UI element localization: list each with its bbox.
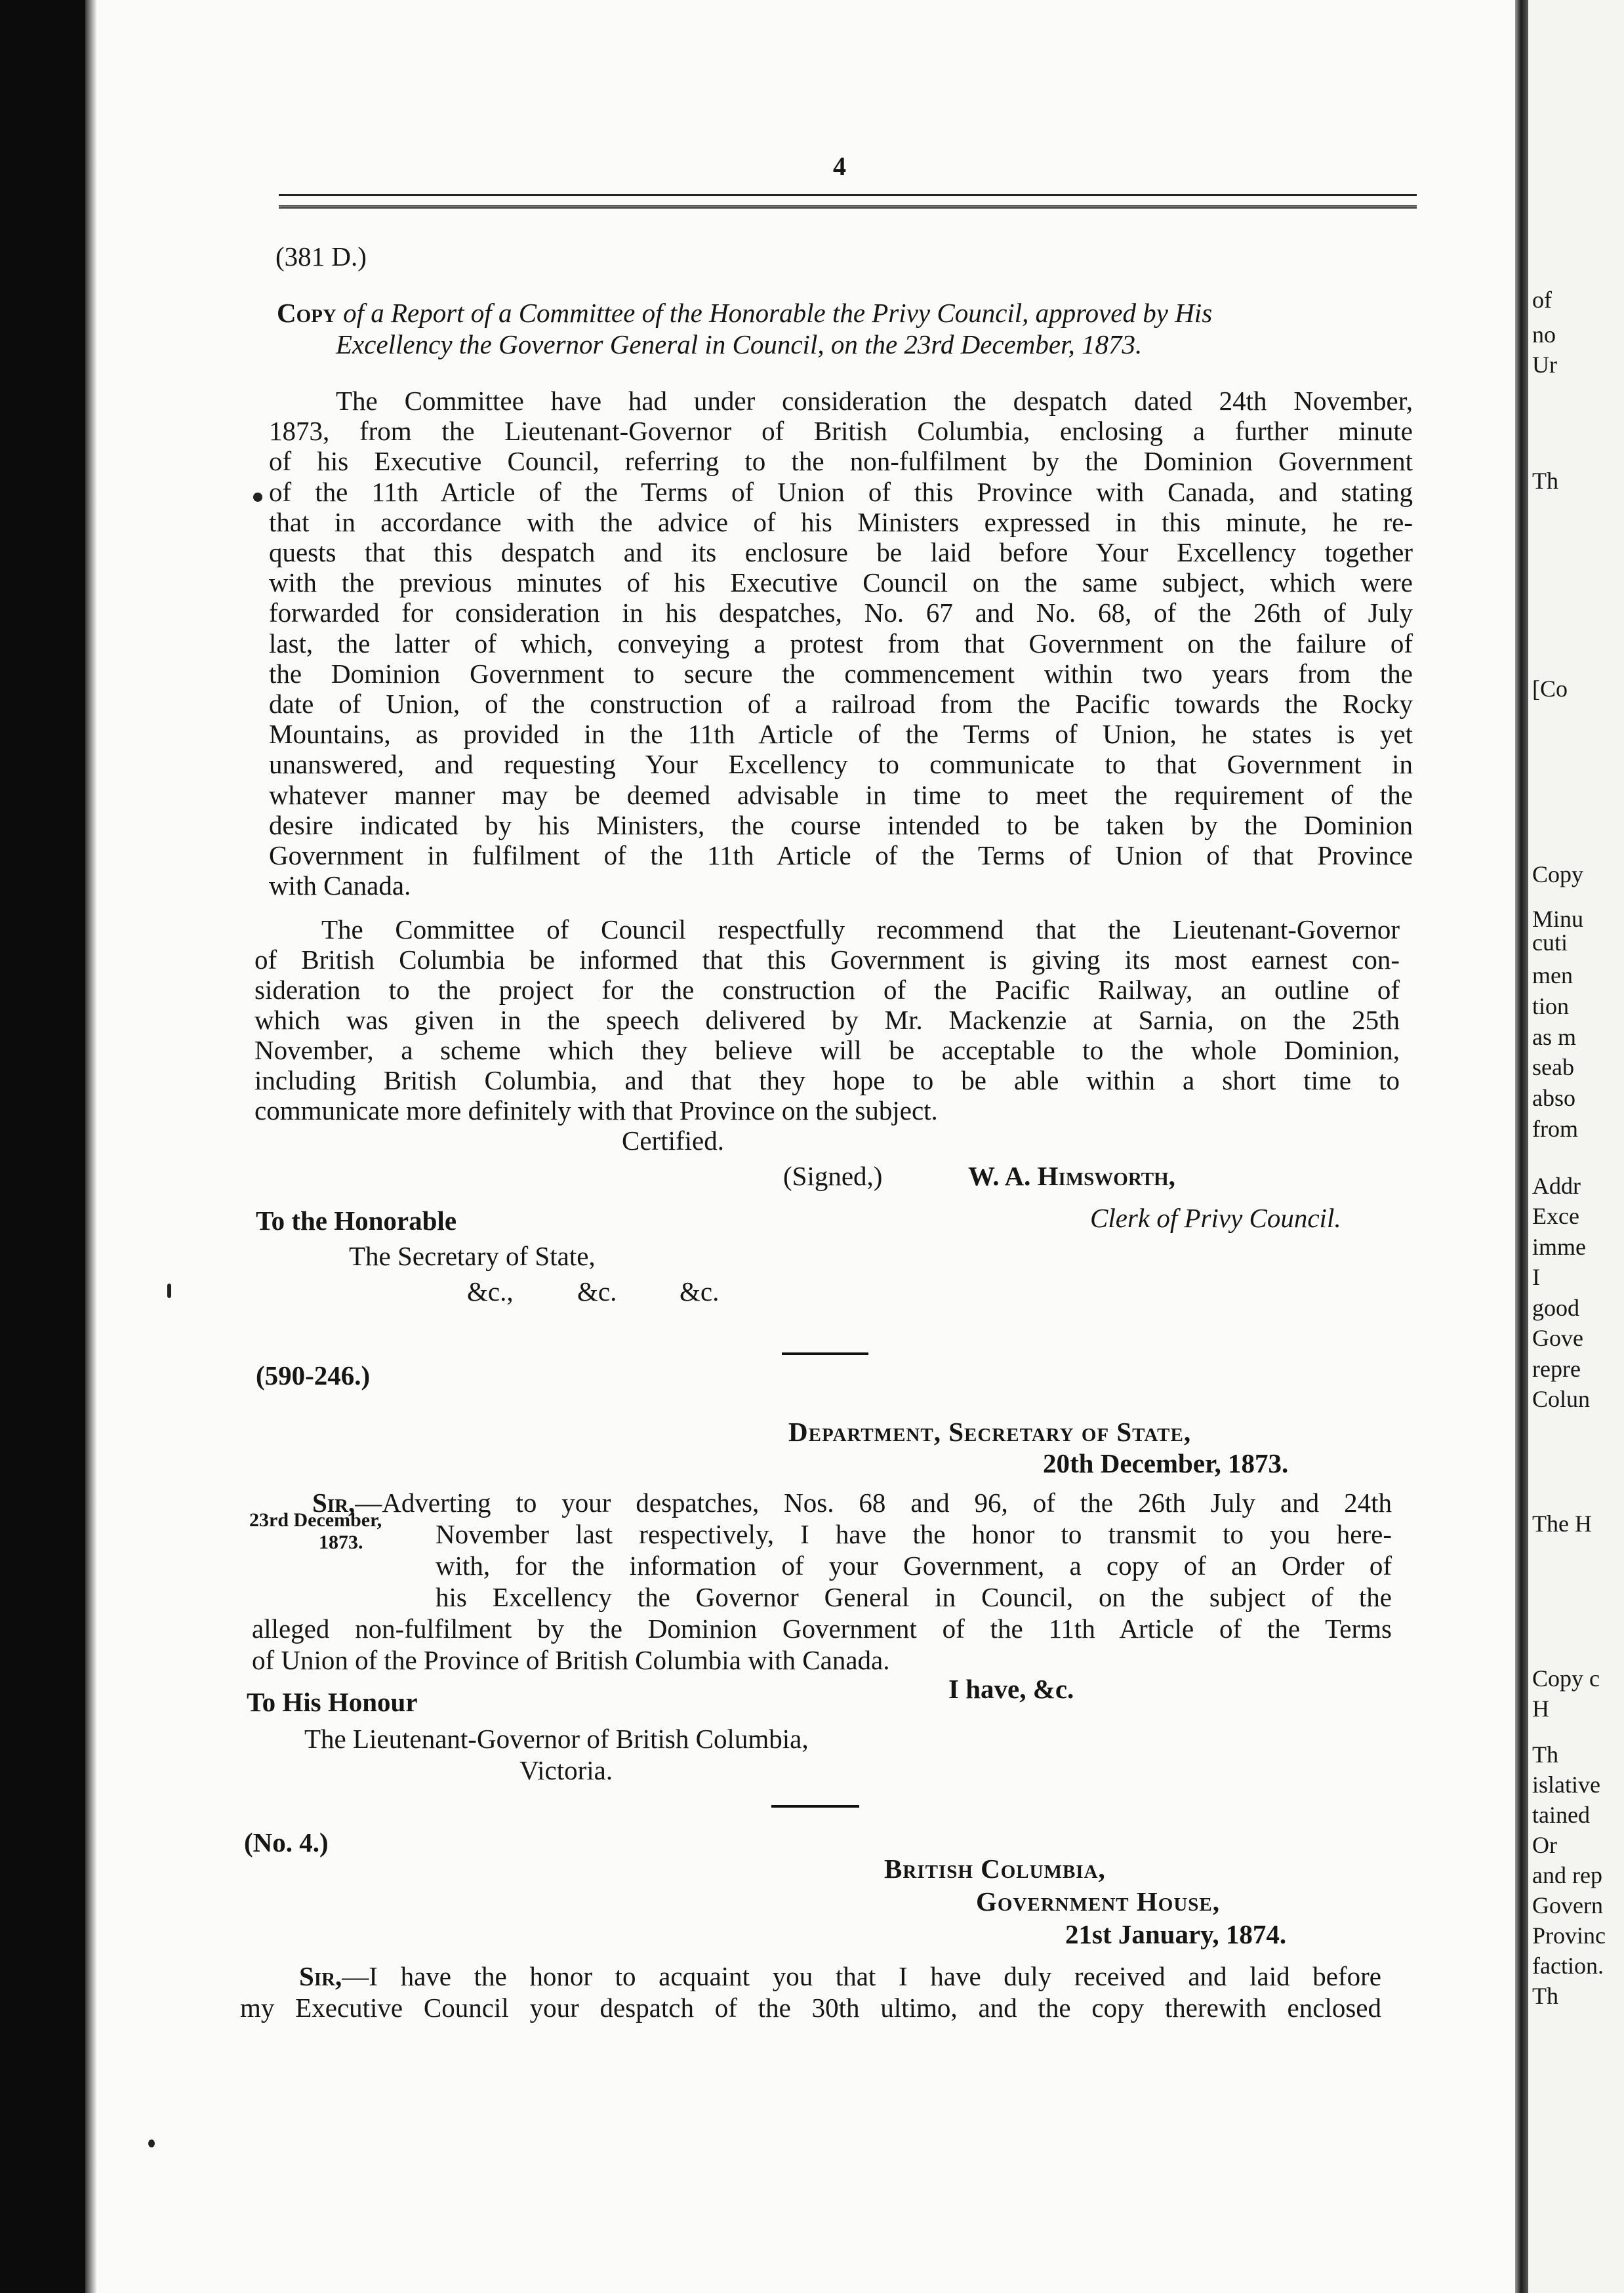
- doc1-para1-line: Government in fulfilment of the 11th Article of the Terms of Union of that Province: [269, 840, 1413, 870]
- doc1-para1-line: the Dominion Government to secure the commencement within two years from the: [269, 659, 1413, 689]
- page-gutter: [1515, 0, 1528, 2293]
- doc1-para1-line: of his Executive Council, referring to the non-fulfilment by the Dominion Government: [269, 446, 1413, 476]
- doc3-line-1: [299, 1961, 1381, 1991]
- adjacent-page-text: Exce: [1532, 1203, 1579, 1229]
- doc2-line-2: [436, 1519, 1392, 1549]
- doc2-line-2-text: November last respectively, I have the honor to transmit to you here-: [436, 1519, 1392, 1549]
- doc3-salutation: Sir,: [299, 1961, 342, 1991]
- doc2-margin-note-1: 23rd December,: [249, 1509, 382, 1531]
- adjacent-page-text: [Co: [1532, 676, 1568, 702]
- doc2-addressee-1: To His Honour: [247, 1687, 418, 1717]
- doc1-para1-line: unanswered, and requesting Your Excellency to communicate to that Government in: [269, 749, 1413, 779]
- adjacent-page-text: tion: [1532, 993, 1570, 1019]
- doc2-department: Department, Secretary of State,: [788, 1417, 1192, 1447]
- doc1-etc-1: &c.,: [467, 1276, 514, 1307]
- doc2-line-3-text: with, for the information of your Government, a copy of an Order of: [436, 1551, 1392, 1581]
- separator-rule-1: [782, 1352, 868, 1355]
- adjacent-page-text: from: [1532, 1116, 1578, 1142]
- doc1-heading-line2: Excellency the Governor General in Council, on the 23rd December, 1873.: [336, 329, 1143, 359]
- doc1-para1-line: Mountains, as provided in the 11th Article of the Terms of Union, he states is yet: [269, 719, 1413, 749]
- doc1-para1-line: with the previous minutes of his Executive Council on the same subject, which were: [269, 567, 1413, 598]
- adjacent-page-text: of: [1532, 287, 1552, 313]
- adjacent-page-text: The H: [1532, 1511, 1592, 1537]
- adjacent-page-text: abso: [1532, 1085, 1575, 1111]
- adjacent-page-text: cuti: [1532, 929, 1568, 956]
- ink-spot-bottom: [148, 2140, 155, 2147]
- ink-spot: [253, 493, 262, 502]
- doc2-line-3: [436, 1551, 1392, 1581]
- margin-mark: [167, 1284, 171, 1298]
- doc2-margin-note-2: 1873.: [319, 1532, 363, 1553]
- signed-label: (Signed,): [783, 1161, 883, 1191]
- doc1-para1-line: whatever manner may be deemed advisable in time to meet the requirement of the: [269, 780, 1413, 810]
- adjacent-page-text: as m: [1532, 1024, 1576, 1050]
- doc3-line-2-text: my Executive Council your despatch of the 30th ultimo, and the copy therewith enclosed: [240, 1993, 1381, 2023]
- doc1-heading-prefix: Copy: [277, 298, 336, 328]
- doc2-line-1-text: —Adverting to your despatches, Nos. 68 and 96, of the 26th July and 24th: [355, 1488, 1392, 1518]
- doc1-para1-line: forwarded for consideration in his despatches, No. 67 and No. 68, of the 26th of July: [269, 598, 1413, 628]
- adjacent-page-text: islative: [1532, 1772, 1600, 1798]
- adjacent-page-text: Ur: [1532, 352, 1557, 378]
- doc2-closing: I have, &c.: [948, 1674, 1074, 1704]
- doc2-addressee-3: Victoria.: [519, 1755, 613, 1785]
- page-number: 4: [833, 152, 846, 181]
- adjacent-page-text: no: [1532, 321, 1556, 348]
- adjacent-page-text: Th: [1532, 1741, 1558, 1768]
- adjacent-page-text: faction.: [1532, 1953, 1604, 1979]
- doc1-para2-line: The Committee of Council respectfully recommend that the Lieutenant-Governor: [321, 914, 1400, 944]
- doc2-line-4: [436, 1582, 1392, 1612]
- doc1-heading-line1: [277, 298, 1415, 328]
- separator-rule-2: [771, 1805, 859, 1808]
- adjacent-page-text: imme: [1532, 1234, 1586, 1260]
- doc1-para2-line: communicate more definitely with that Province on the subject.: [254, 1095, 938, 1126]
- doc1-para2-line: sideration to the project for the construction of the Pacific Railway, an outline of: [254, 975, 1400, 1005]
- adjacent-page-text: seab: [1532, 1054, 1574, 1080]
- doc1-addressee-1: To the Honorable: [256, 1206, 457, 1236]
- doc2-line-1: [312, 1488, 1392, 1518]
- adjacent-page-text: tained: [1532, 1802, 1590, 1828]
- adjacent-page-text: and rep: [1532, 1862, 1602, 1888]
- adjacent-page-text: repre: [1532, 1356, 1581, 1382]
- doc3-place-1: British Columbia,: [884, 1854, 1106, 1884]
- doc1-para1-line: quests that this despatch and its enclosure be laid before Your Excellency together: [269, 537, 1413, 567]
- doc1-para1-line: with Canada.: [269, 870, 411, 901]
- adjacent-page-fragment: [1528, 0, 1624, 2293]
- adjacent-page-text: Provinc: [1532, 1922, 1606, 1949]
- doc2-number: (590-246.): [256, 1360, 371, 1390]
- certified-label: Certified.: [622, 1126, 724, 1156]
- doc2-line-5: [252, 1613, 1392, 1644]
- doc1-para1-line: date of Union, of the construction of a railroad from the Pacific towards the Rocky: [269, 689, 1413, 719]
- doc1-number: (381 D.): [275, 241, 367, 272]
- doc3-date: 21st January, 1874.: [1065, 1919, 1287, 1949]
- doc1-para1-line: last, the latter of which, conveying a protest from that Government on the failure of: [269, 628, 1413, 659]
- doc1-para1-line: that in accordance with the advice of his Ministers expressed in this minute, he re-: [269, 507, 1413, 537]
- doc3-place-2: Government House,: [976, 1886, 1220, 1917]
- adjacent-page-text: H: [1532, 1695, 1549, 1722]
- adjacent-page-text: Copy: [1532, 861, 1584, 887]
- adjacent-page-text: men: [1532, 962, 1573, 988]
- signer-title: Clerk of Privy Council.: [1090, 1203, 1341, 1233]
- doc2-line-5-text: alleged non-fulfilment by the Dominion Government of the 11th Article of the Terms: [252, 1613, 1392, 1644]
- signer-name: W. A. Himsworth,: [968, 1161, 1175, 1191]
- doc2-line-6: of Union of the Province of British Columbia with Canada.: [252, 1645, 890, 1675]
- adjacent-page-text: Copy c: [1532, 1665, 1600, 1692]
- adjacent-page-text: Or: [1532, 1832, 1557, 1858]
- doc1-heading-text1: of a Report of a Committee of the Honorable the Privy Council, approved by His: [343, 298, 1213, 328]
- adjacent-page-text: Th: [1532, 1983, 1558, 2009]
- adjacent-page-text: Th: [1532, 468, 1558, 494]
- doc1-para1-line: 1873, from the Lieutenant-Governor of British Columbia, enclosing a further minute: [269, 416, 1413, 446]
- adjacent-page-text: Gove: [1532, 1325, 1583, 1351]
- doc2-line-4-text: his Excellency the Governor General in Council, on the subject of the: [436, 1582, 1392, 1612]
- doc2-addressee-2: The Lieutenant-Governor of British Columbia,: [304, 1724, 809, 1754]
- doc1-etc-2: &c.: [577, 1276, 617, 1307]
- doc1-para2-line: of British Columbia be informed that this Government is giving its most earnest con-: [254, 944, 1400, 975]
- adjacent-page-text: Minu: [1532, 906, 1584, 932]
- doc3-line-1-text: —I have the honor to acquaint you that I have duly received and laid before: [342, 1961, 1381, 1991]
- adjacent-page-text: I: [1532, 1264, 1540, 1290]
- doc1-para2-line: November, a scheme which they believe will be acceptable to the whole Dominion,: [254, 1035, 1400, 1065]
- doc1-para2-line: including British Columbia, and that they hope to be able within a short time to: [254, 1065, 1400, 1095]
- adjacent-page-text: Colun: [1532, 1386, 1591, 1412]
- adjacent-page-text: Govern: [1532, 1892, 1603, 1918]
- doc1-para1-line: desire indicated by his Ministers, the course intended to be taken by the Dominion: [269, 810, 1413, 840]
- header-rule: [279, 194, 1417, 209]
- adjacent-page-text: good: [1532, 1295, 1579, 1321]
- adjacent-page-text: Addr: [1532, 1173, 1581, 1199]
- doc1-etc-3: &c.: [680, 1276, 720, 1307]
- doc1-para2-line: which was given in the speech delivered by Mr. Mackenzie at Sarnia, on the 25th: [254, 1005, 1400, 1035]
- doc3-number: (No. 4.): [244, 1827, 329, 1857]
- doc2-date: 20th December, 1873.: [1043, 1448, 1289, 1478]
- doc1-para1-line: of the 11th Article of the Terms of Union of this Province with Canada, and stating: [269, 477, 1413, 507]
- doc1-addressee-2: The Secretary of State,: [349, 1241, 596, 1271]
- doc3-line-2: [240, 1993, 1381, 2023]
- doc2-salutation: Sir,: [312, 1488, 355, 1518]
- doc1-para1-line: The Committee have had under consideration the despatch dated 24th November,: [336, 386, 1413, 416]
